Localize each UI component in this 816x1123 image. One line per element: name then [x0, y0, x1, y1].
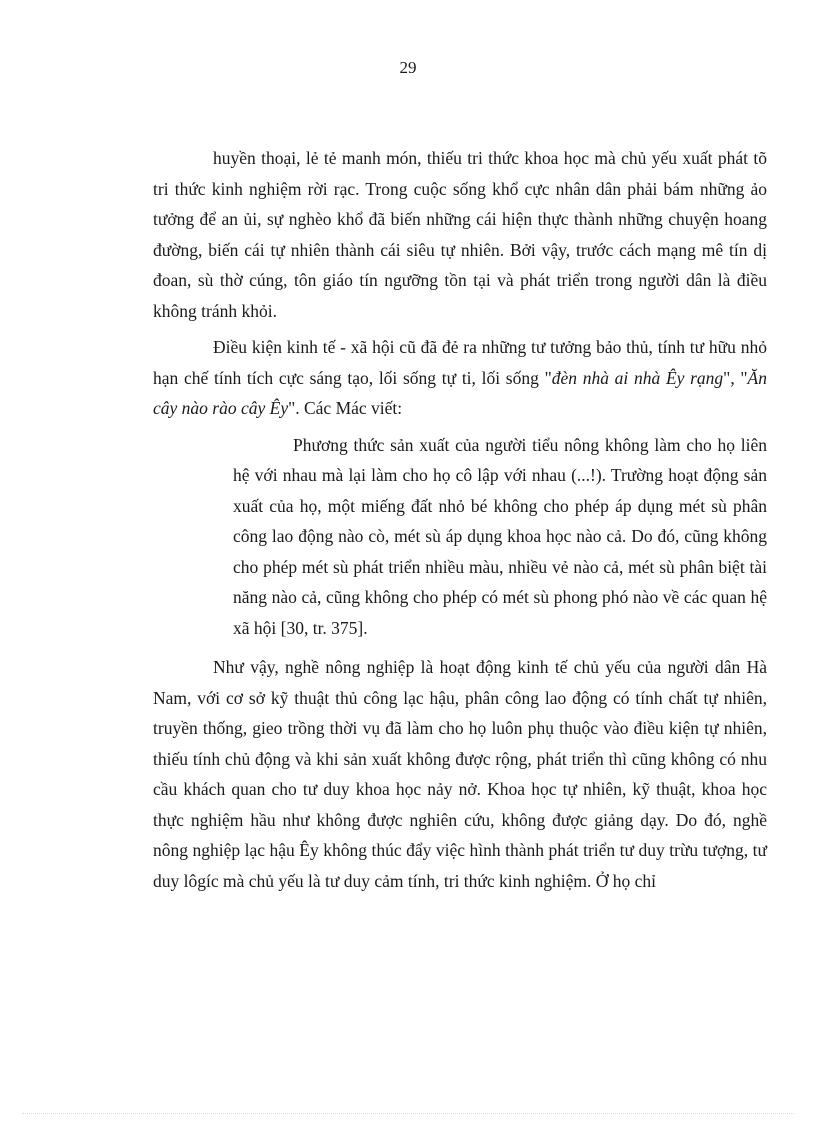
- page-number: 29: [399, 58, 417, 77]
- footer-divider: [22, 1113, 794, 1114]
- paragraph-2: [153, 332, 767, 424]
- paragraph-3: Như vậy, nghề nông nghiệp là hoạt động kinh tế chủ yếu của người dân Hà Nam, với cơ sở kỹ thuật thủ công lạc hậu, phân công lao động có tính chất tự nhiên, truyền thống, gieo trồng thời vụ đã làm cho họ luôn phụ thuộc vào điều kiện tự nhiên, thiếu tính chủ động và khi sản xuất không được rộng, phát triển thì cũng không có nhu cầu khách quan cho tư duy khoa học nảy nở. Khoa học tự nhiên, kỹ thuật, khoa học thực nghiệm hầu như không được nghiên cứu, không được giảng dạy. Do đó, nghề nông nghiệp lạc hậu Êy không thúc đẩy việc hình thành phát triển tư duy trừu tượng, tư duy lôgíc mà chủ yếu là tư duy cảm tính, tri thức kinh nghiệm. Ở họ chỉ: [153, 657, 767, 891]
- paragraph-2-italic-proverb-1: đèn nhà ai nhà Êy rạng: [551, 367, 724, 388]
- paragraph-1: huyền thoại, lẻ tẻ manh món, thiếu tri thức khoa học mà chủ yếu xuất phát tõ tri thức kinh nghiệm rời rạc. Trong cuộc sống khổ cực nhân dân phải bám những ảo tưởng để an ủi, sự nghèo khổ đã biến những cái hiện thực thành những chuyện hoang đường, biến cái tự nhiên thành cái siêu tự nhiên. Bởi vậy, trước cách mạng mê tín dị đoan, sù thờ cúng, tôn giáo tín ngưỡng tồn tại và phát triển trong người dân là điều không tránh khỏi.: [153, 148, 767, 321]
- paragraph-2-text-b: ", ": [723, 367, 748, 388]
- paragraph-2-text-c: ". Các Mác viết:: [288, 398, 403, 418]
- paragraph-2-text-a: Điều kiện kinh tế - xã hội cũ đã đẻ ra những tư tưởng bảo thủ, tính tư hữu nhỏ hạn chế tính tích cực sáng tạo, lối sống tự ti, lối sống ": [153, 337, 767, 388]
- block-quote: Phương thức sản xuất của người tiểu nông không làm cho họ liên hệ với nhau mà lại làm cho họ cô lập với nhau (...!). Trường hoạt động sản xuất của họ, một miếng đất nhỏ bé không cho phép áp dụng mét sù phân công lao động nào cò, mét sù áp dụng khoa học nào cả. Do đó, cũng không cho phép mét sù phát triển nhiều màu, nhiều vẻ nào cả, mét sù phân biệt tài năng nào cả, cũng không cho phép có mét sù phong phó nào về các quan hệ xã hội [30, tr. 375].: [233, 434, 767, 638]
- paragraph-2-italic-proverb-2: Ăn cây nào rào cây Êy: [153, 367, 767, 418]
- document-body: [153, 143, 767, 902]
